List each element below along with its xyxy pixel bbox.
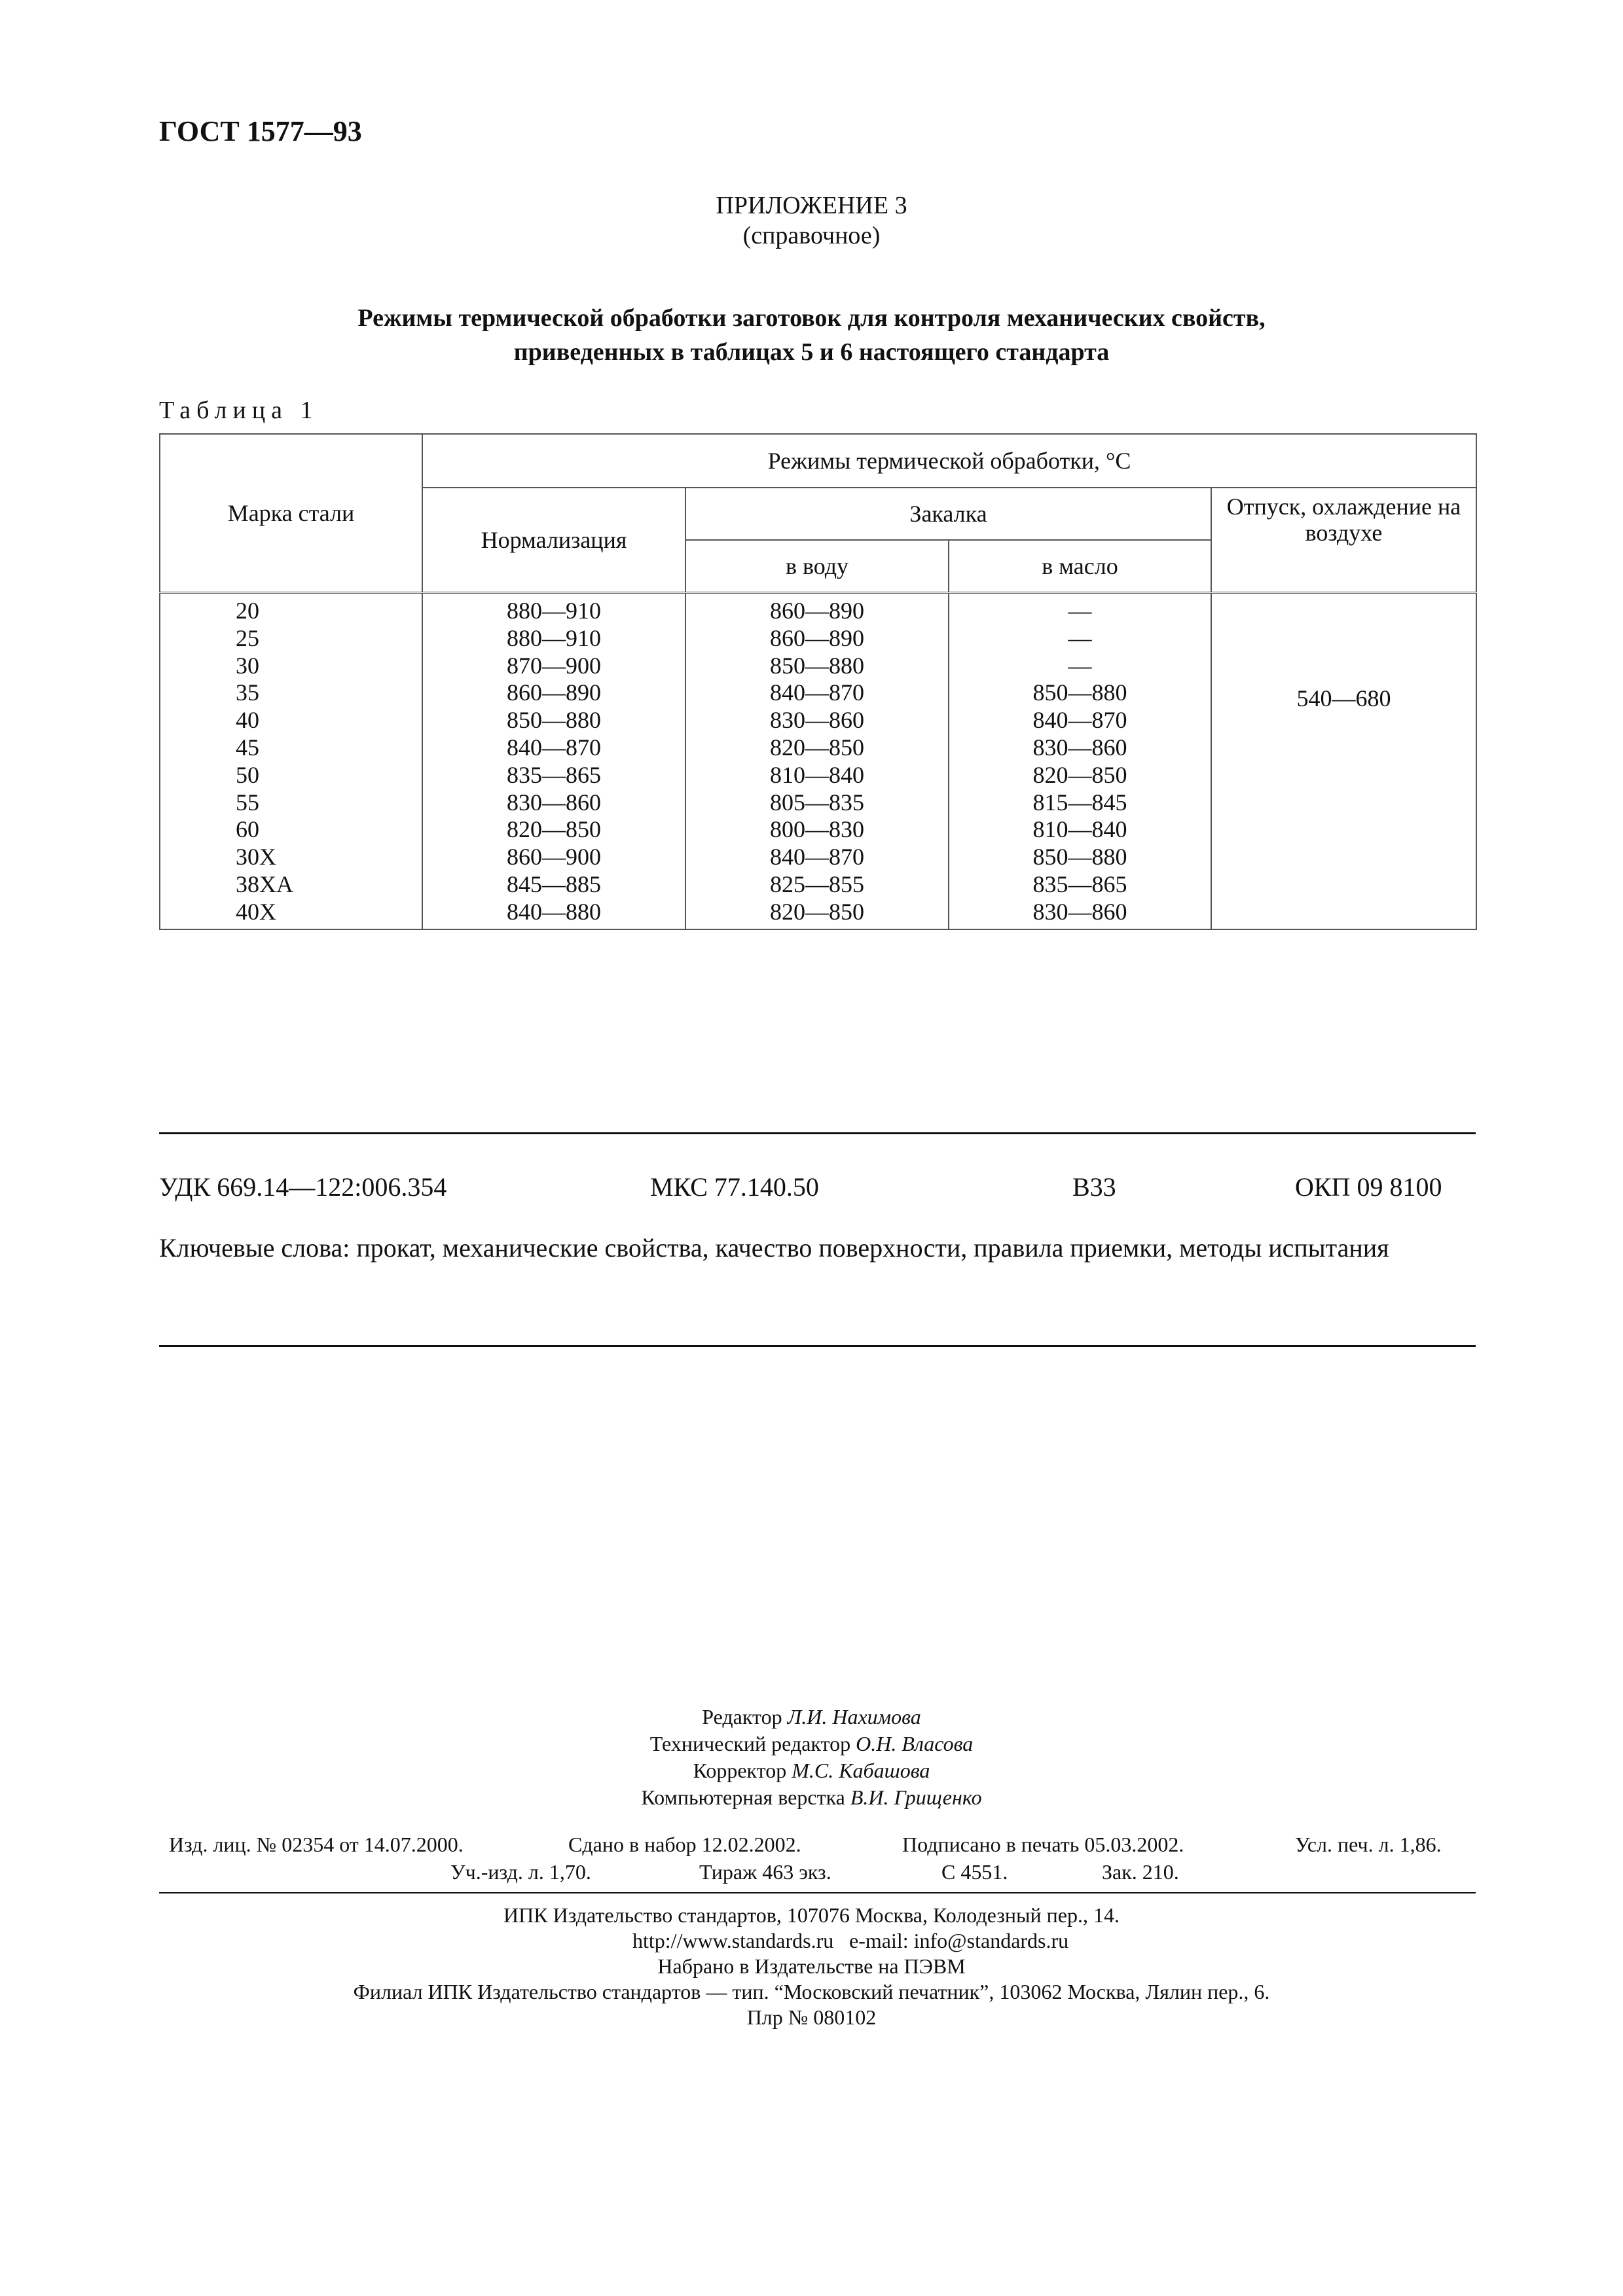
udc-code: УДК 669.14—122:006.354 (159, 1172, 447, 1202)
appendix-title: ПРИЛОЖЕНИЕ 3 (716, 192, 907, 219)
cell-quench-water: 810—840 (685, 762, 949, 789)
cell-normalization: 850—880 (422, 707, 685, 734)
branch-address: Филиал ИПК Издательство стандартов — тип. “Московский печатник”, 103062 Москва, Лялин пер., 6. (353, 1980, 1270, 2003)
email-link[interactable]: e-mail: info@standards.ru (849, 1929, 1069, 1952)
cell-quench-oil: — (949, 593, 1211, 625)
copies: Тираж 463 экз. (699, 1860, 831, 1884)
signed-to-print: Подписано в печать 05.03.2002. (902, 1833, 1184, 1856)
group-code: В33 (1072, 1172, 1116, 1202)
cell-grade: 55 (160, 789, 422, 817)
c-number: С 4551. (941, 1860, 1008, 1884)
print-sheets: Усл. печ. л. 1,86. (1295, 1833, 1442, 1856)
cell-grade: 25 (160, 625, 422, 653)
cell-normalization: 860—890 (422, 679, 685, 707)
plr-number: Плр № 080102 (746, 2005, 877, 2029)
cell-normalization: 880—910 (422, 593, 685, 625)
cell-grade: 45 (160, 734, 422, 762)
table-body (160, 593, 1476, 929)
header-oil: в масло (949, 540, 1211, 593)
cell-temper: 540—680 (1211, 593, 1476, 929)
heading-line-1: Режимы термической обработки заготовок для контроля механических свойств, (357, 304, 1266, 332)
credit-corrector: Корректор М.С. Кабашова (693, 1759, 930, 1782)
section-heading (0, 301, 1623, 369)
cell-quench-water: 825—855 (685, 871, 949, 899)
website-link[interactable]: http://www.standards.ru (632, 1929, 834, 1952)
cell-normalization: 820—850 (422, 816, 685, 844)
cell-quench-oil: 830—860 (949, 734, 1211, 762)
header-temper: Отпуск, охлаждение на воздухе (1211, 488, 1476, 593)
cell-quench-oil: 840—870 (949, 707, 1211, 734)
cell-normalization: 870—900 (422, 653, 685, 680)
typeset-note: Набрано в Издательстве на ПЭВМ (657, 1954, 966, 1978)
edition-sheets: Уч.-изд. л. 1,70. (450, 1860, 591, 1884)
document-code: ГОСТ 1577—93 (159, 115, 362, 147)
cell-normalization: 845—885 (422, 871, 685, 899)
cell-quench-water: 860—890 (685, 625, 949, 653)
cell-quench-oil: 810—840 (949, 816, 1211, 844)
appendix-type: (справочное) (742, 222, 881, 249)
cell-grade: 40 (160, 707, 422, 734)
cell-quench-oil: 820—850 (949, 762, 1211, 789)
cell-quench-oil: — (949, 625, 1211, 653)
header-normalization: Нормализация (422, 488, 685, 593)
cell-normalization: 840—870 (422, 734, 685, 762)
heat-treatment-table (159, 433, 1477, 930)
cell-quench-water: 860—890 (685, 593, 949, 625)
order-number: Зак. 210. (1102, 1860, 1179, 1884)
header-grade: Марка стали (160, 434, 422, 593)
cell-quench-water: 840—870 (685, 844, 949, 871)
cell-quench-water: 805—835 (685, 789, 949, 817)
cell-quench-water: 850—880 (685, 653, 949, 680)
cell-grade: 40Х (160, 899, 422, 929)
cell-quench-water: 830—860 (685, 707, 949, 734)
cell-quench-water: 820—850 (685, 899, 949, 929)
cell-quench-oil: 850—880 (949, 679, 1211, 707)
cell-grade: 30Х (160, 844, 422, 871)
sent-to-typeset: Сдано в набор 12.02.2002. (568, 1833, 801, 1856)
credit-editor: Редактор Л.И. Нахимова (702, 1705, 921, 1729)
cell-normalization: 860—900 (422, 844, 685, 871)
header-regimes: Режимы термической обработки, °С (422, 434, 1476, 488)
heading-line-2: приведенных в таблицах 5 и 6 настоящего стандарта (513, 338, 1110, 366)
cell-quench-water: 840—870 (685, 679, 949, 707)
cell-grade: 30 (160, 653, 422, 680)
cell-quench-water: 820—850 (685, 734, 949, 762)
cell-normalization: 880—910 (422, 625, 685, 653)
cell-quench-oil: 830—860 (949, 899, 1211, 929)
cell-normalization: 840—880 (422, 899, 685, 929)
table-label: Таблица 1 (159, 397, 319, 424)
credit-layout: Компьютерная верстка В.И. Грищенко (641, 1785, 982, 1809)
cell-normalization: 830—860 (422, 789, 685, 817)
divider-rule (159, 1345, 1476, 1347)
cell-grade: 60 (160, 816, 422, 844)
cell-quench-oil: 850—880 (949, 844, 1211, 871)
license: Изд. лиц. № 02354 от 14.07.2000. (169, 1833, 464, 1856)
divider-rule (159, 1132, 1476, 1134)
contacts (0, 1929, 1623, 1955)
cell-quench-oil: 835—865 (949, 871, 1211, 899)
header-quench: Закалка (685, 488, 1211, 540)
cell-quench-water: 800—830 (685, 816, 949, 844)
keywords: Ключевые слова: прокат, механические свойства, качество поверхности, правила приемки, методы испытания (159, 1233, 1389, 1263)
cell-quench-oil: — (949, 653, 1211, 680)
cell-normalization: 835—865 (422, 762, 685, 789)
cell-grade: 35 (160, 679, 422, 707)
header-water: в воду (685, 540, 949, 593)
credit-tech-editor: Технический редактор О.Н. Власова (649, 1732, 974, 1755)
cell-grade: 50 (160, 762, 422, 789)
table-row (160, 593, 1476, 625)
cell-quench-oil: 815—845 (949, 789, 1211, 817)
mks-code: МКС 77.140.50 (650, 1172, 819, 1202)
divider-rule (159, 1892, 1476, 1893)
cell-grade: 38ХА (160, 871, 422, 899)
cell-grade: 20 (160, 593, 422, 625)
publisher-address: ИПК Издательство стандартов, 107076 Москва, Колодезный пер., 14. (503, 1903, 1120, 1927)
okp-code: ОКП 09 8100 (1295, 1172, 1442, 1202)
